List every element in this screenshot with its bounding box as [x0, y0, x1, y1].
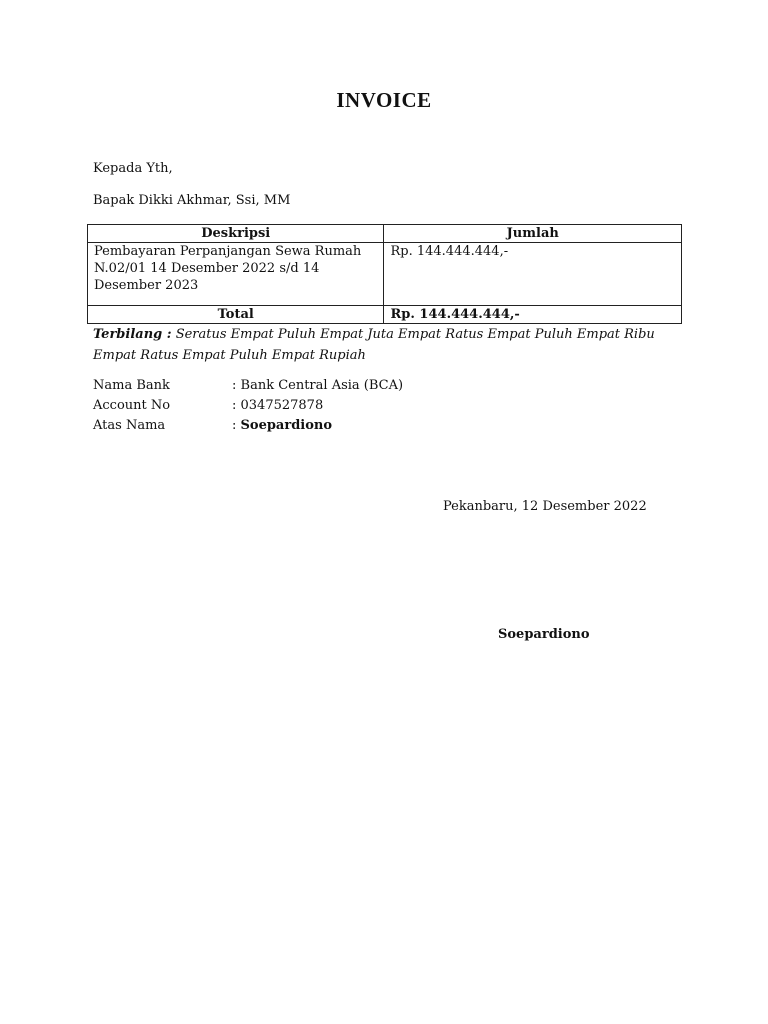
place-date: Pekanbaru, 12 Desember 2022: [443, 499, 647, 514]
account-holder-prefix: :: [232, 418, 241, 433]
bank-details: [93, 376, 403, 436]
total-amount: Rp. 144.444.444,-: [384, 306, 682, 324]
signer-name: Soepardiono: [498, 627, 590, 642]
header-amount: Jumlah: [384, 225, 682, 243]
invoice-table: [87, 224, 682, 324]
total-label: Total: [88, 306, 384, 324]
account-holder-name: Soepardiono: [240, 418, 333, 433]
table-header-row: [88, 225, 682, 243]
account-no-row: [93, 396, 403, 416]
terbilang-label: Terbilang :: [93, 327, 172, 342]
recipient-name: Bapak Dikki Akhmar, Ssi, MM: [93, 193, 291, 208]
total-row: [88, 306, 682, 324]
terbilang-text: Seratus Empat Puluh Empat Juta Empat Ratus Empat Puluh Empat Ribu Empat Ratus Empat Puluh Empat Rupiah: [93, 327, 655, 363]
table-row: [88, 243, 682, 306]
account-holder-row: [93, 416, 403, 436]
amount-in-words: [93, 324, 658, 366]
account-holder-label: Atas Nama: [93, 418, 166, 433]
item-amount: Rp. 144.444.444,-: [384, 243, 682, 306]
invoice-title: INVOICE: [336, 88, 432, 112]
account-no-value: : 0347527878: [232, 398, 324, 413]
bank-name-row: [93, 376, 403, 396]
bank-name-label: Nama Bank: [93, 378, 170, 393]
bank-name-value: : Bank Central Asia (BCA): [232, 378, 404, 393]
recipient-greeting: Kepada Yth,: [93, 161, 173, 176]
header-description: Deskripsi: [88, 225, 384, 243]
account-no-label: Account No: [93, 398, 171, 413]
item-description: Pembayaran Perpanjangan Sewa Rumah N.02/01 14 Desember 2022 s/d 14 Desember 2023: [88, 243, 384, 306]
account-holder-value: [232, 416, 332, 436]
